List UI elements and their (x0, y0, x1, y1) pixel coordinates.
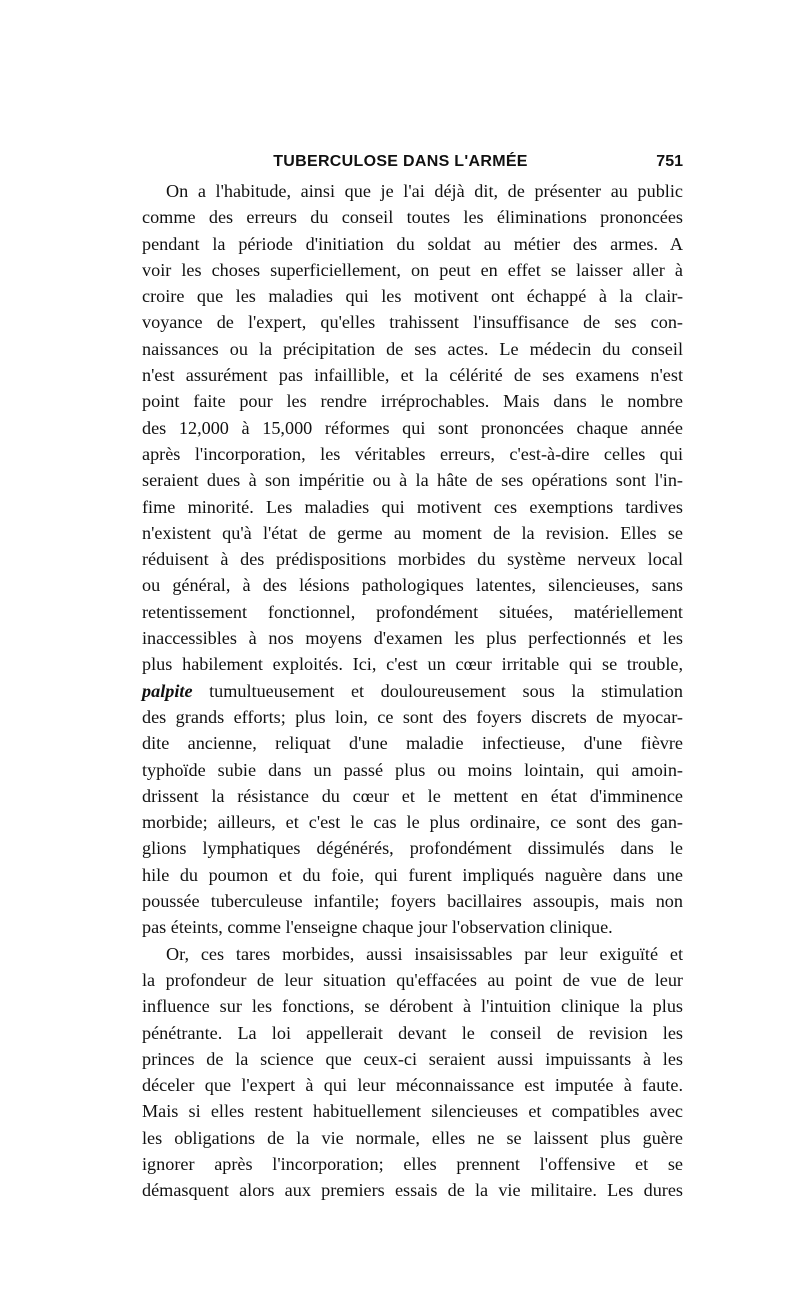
text-line: morbide; ailleurs, et c'est le cas le plus ordinaire, ce sont des gan- (142, 812, 683, 833)
text-line: voir les choses superficiellement, on peut en effet se laisser aller à (142, 259, 683, 280)
body-text (118, 178, 683, 1204)
text-line: dite ancienne, reliquat d'une maladie infectieuse, d'une fièvre (142, 733, 683, 754)
text-line: les obligations de la vie normale, elles ne se laissent plus guère (142, 1127, 683, 1148)
text-line: seraient dues à son impéritie ou à la hâte de ses opérations sont l'in- (142, 470, 683, 491)
text-line: plus habilement exploités. Ici, c'est un cœur irritable qui se trouble, (142, 654, 683, 675)
text-line: après l'incorporation, les véritables erreurs, c'est-à-dire celles qui (142, 443, 683, 464)
text-line: des 12,000 à 15,000 réformes qui sont prononcées chaque année (142, 417, 683, 438)
book-page (118, 150, 683, 1204)
text-line: point faite pour les rendre irréprochables. Mais dans le nombre (142, 391, 683, 412)
text-line: pendant la période d'initiation du soldat au métier des armes. A (142, 233, 683, 254)
text-line: pas éteints, comme l'enseigne chaque jour l'observation clinique. (142, 917, 613, 938)
text-line: typhoïde subie dans un passé plus ou moins lointain, qui amoin- (142, 759, 683, 780)
text-line: n'existent qu'à l'état de germe au moment de la revision. Elles se (142, 522, 683, 543)
text-line: drissent la résistance du cœur et le mettent en état d'imminence (142, 785, 683, 806)
paragraph-1 (118, 178, 683, 941)
running-title: TUBERCULOSE DANS L'ARMÉE (273, 153, 528, 170)
text-line: voyance de l'expert, qu'elles trahissent l'insuffisance de ses con- (142, 312, 683, 333)
text-line: ignorer après l'incorporation; elles prennent l'offensive et se (142, 1153, 683, 1174)
text-line: des grands efforts; plus loin, ce sont des foyers discrets de myocar- (142, 706, 683, 727)
text-line: On a l'habitude, ainsi que je l'ai déjà dit, de présenter au public (166, 181, 683, 201)
text-line-with-italic (118, 678, 683, 704)
text-line: comme des erreurs du conseil toutes les éliminations prononcées (142, 207, 683, 228)
text-line: poussée tuberculeuse infantile; foyers bacillaires assoupis, mais non (142, 891, 683, 912)
line-rest: tumultueusement et douloureusement sous la stimulation (192, 680, 683, 701)
text-line: glions lymphatiques dégénérés, profondément dissimulés dans le (142, 838, 683, 859)
text-line: hile du poumon et du foie, qui furent impliqués naguère dans une (142, 864, 683, 885)
text-line: retentissement fonctionnel, profondément situées, matériellement (142, 601, 683, 622)
italic-word: palpite (142, 680, 193, 701)
text-line: naissances ou la précipitation de ses actes. Le médecin du conseil (142, 338, 683, 359)
text-line: influence sur les fonctions, se dérobent à l'intuition clinique la plus (142, 996, 683, 1017)
text-line: pénétrante. La loi appellerait devant le conseil de revision les (142, 1022, 683, 1043)
text-line: ou général, à des lésions pathologiques latentes, silencieuses, sans (142, 575, 683, 596)
text-line: déceler que l'expert à qui leur méconnaissance est imputée à faute. (142, 1075, 683, 1096)
page-header (118, 150, 683, 176)
paragraph-2 (118, 941, 683, 1204)
text-line: inaccessibles à nos moyens d'examen les plus perfectionnés et les (142, 628, 683, 649)
text-line: princes de la science que ceux-ci seraient aussi impuissants à les (142, 1048, 683, 1069)
text-line: fime minorité. Les maladies qui motivent ces exemptions tardives (142, 496, 683, 517)
text-line: croire que les maladies qui les motivent ont échappé à la clair- (142, 286, 683, 307)
text-line: démasquent alors aux premiers essais de la vie militaire. Les dures (142, 1180, 683, 1201)
text-line: la profondeur de leur situation qu'effacées au point de vue de leur (142, 969, 683, 990)
page-number: 751 (656, 153, 683, 170)
text-line: Or, ces tares morbides, aussi insaisissables par leur exiguïté et (166, 943, 683, 964)
text-line: n'est assurément pas infaillible, et la célérité de ses examens n'est (142, 365, 683, 386)
text-line: Mais si elles restent habituellement silencieuses et compatibles avec (142, 1101, 683, 1122)
text-line: réduisent à des prédispositions morbides du système nerveux local (142, 549, 683, 570)
